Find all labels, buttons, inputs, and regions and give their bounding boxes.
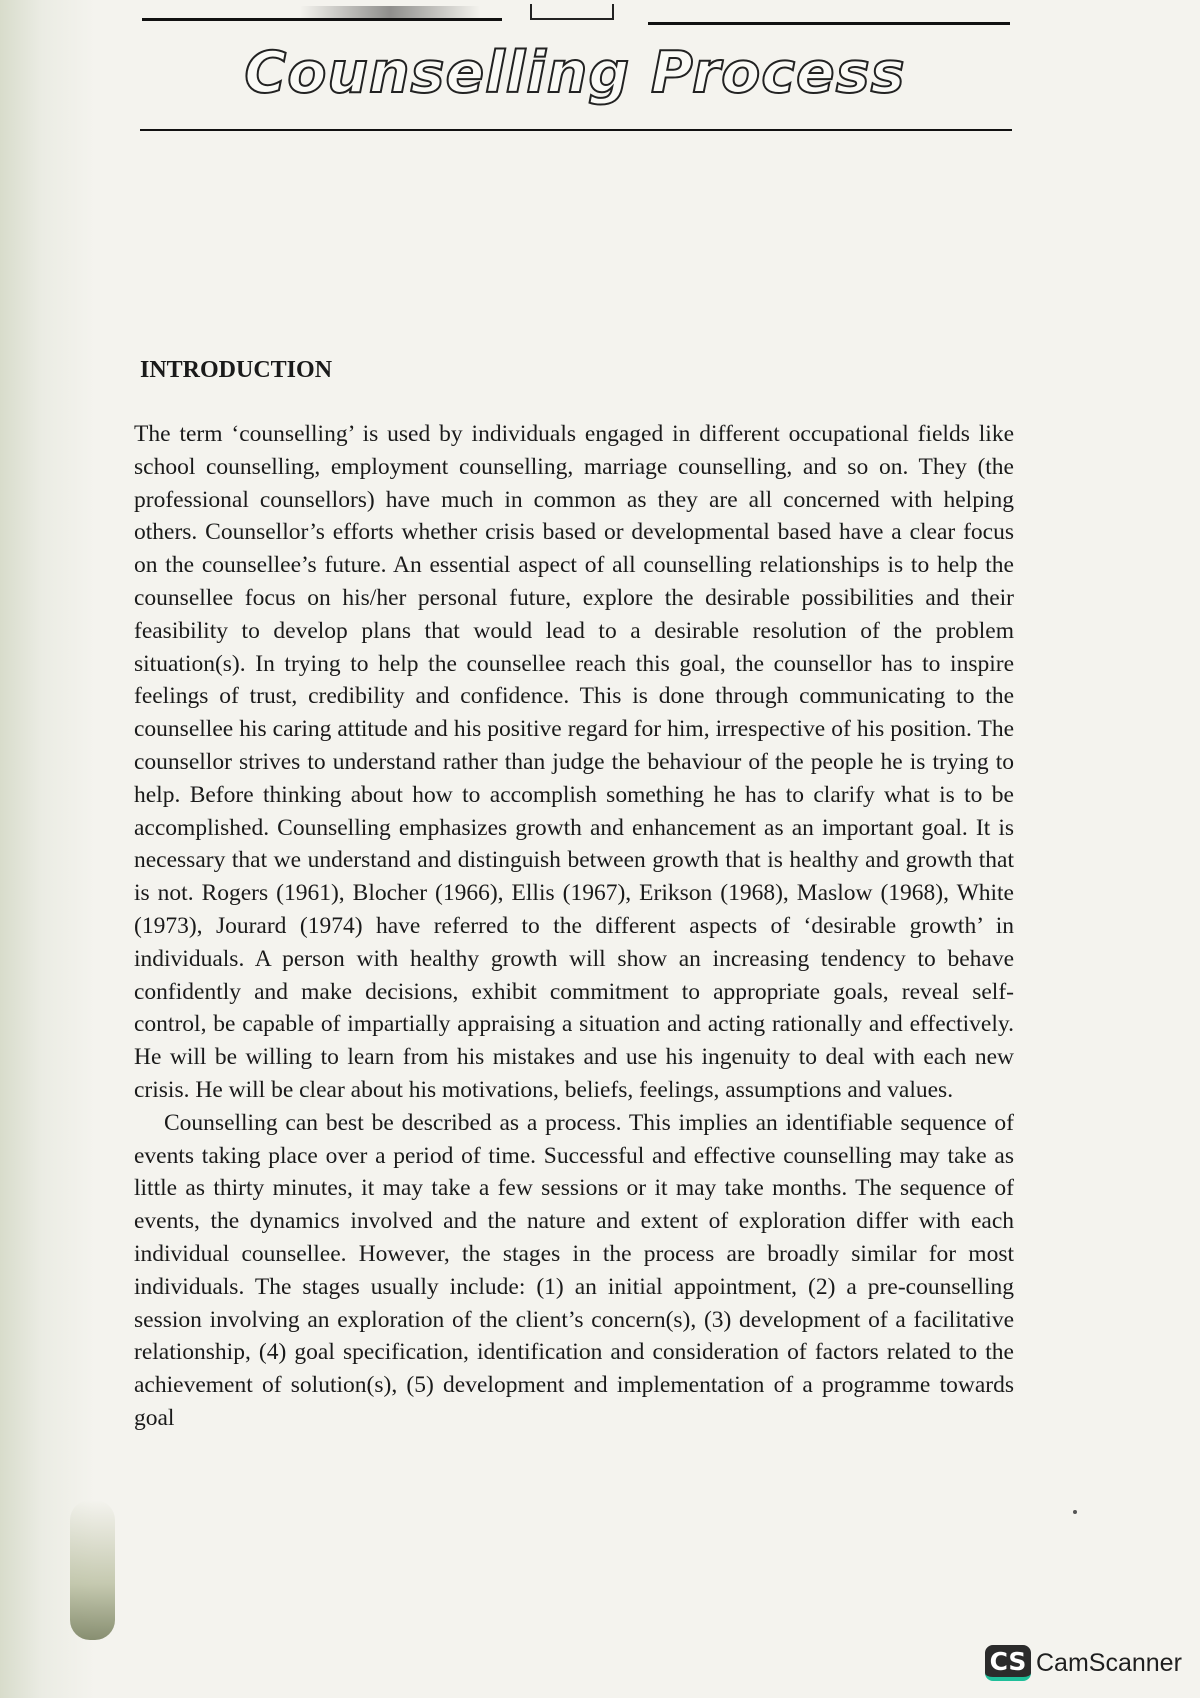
page-title: Counselling Process — [244, 40, 906, 106]
scan-speck — [1073, 1510, 1077, 1514]
body-text — [134, 418, 1014, 1435]
camscanner-logo-icon: CS — [985, 1645, 1031, 1681]
camscanner-watermark — [985, 1645, 1182, 1681]
paragraph-2: Counselling can best be described as a process. This implies an identifiable sequence of events taking place over a period of time. Successful and effective counselling may take as little as thirty minutes, it may take a few sessions or it may take months. The sequence of events, the dynamics involved and the nature and extent of exploration differ with each individual counsellee. However, the stages in the process are broadly similar for most individuals. The stages usually include: (1) an initial appointment, (2) a pre-counselling session involving an exploration of the client’s concern(s), (3) development of a facilitative relationship, (4) goal specification, identification and consideration of factors related to the achievement of solution(s), (5) development and implementation of a programme towards goal — [134, 1109, 1014, 1431]
section-heading: INTRODUCTION — [140, 357, 333, 383]
paragraph-1: The term ‘counselling’ is used by individuals engaged in different occupational fields like school counselling, employment counselling, marriage counselling, and so on. They (the professional counsellors) have much in common as they are all concerned with helping others. Counsellor’s efforts whether crisis based or developmental based have a clear focus on the counsellee’s future. An essential aspect of all counselling relationships is to help the counsellee focus on his/her personal future, explore the desirable possibilities and their feasibility to develop plans that would lead to a desirable resolution of the problem situation(s). In trying to help the counsellee reach this goal, the counsellor has to inspire feelings of trust, credibility and confidence. This is done through communicating to the counsellee his caring attitude and his positive regard for him, irrespective of his position. The counsellor strives to understand rather than judge the behaviour of the people he is trying to help. Before thinking about how to accomplish something he has to clarify what is to be accomplished. Counselling emphasizes growth and enhancement as an important goal. It is necessary that we understand and distinguish between growth that is healthy and growth that is not. Rogers (1961), Blocher (1966), Ellis (1967), Erikson (1968), Maslow (1968), White (1973), Jourard (1974) have referred to the different aspects of ‘desirable growth’ in individuals. A person with healthy growth will show an increasing tendency to behave confidently and make decisions, exhibit commitment to appropriate goals, reveal self-control, be capable of impartially appraising a situation and acting rationally and effectively. He will be willing to learn from his mistakes and use his ingenuity to deal with each new crisis. He will be clear about his motivations, beliefs, feelings, assumptions and values. — [134, 421, 1014, 1103]
title-underline-rule — [140, 129, 1012, 131]
top-rule-right — [648, 22, 1010, 25]
top-rule-left — [142, 18, 502, 21]
top-rule-bracket — [530, 4, 614, 20]
page-stain — [70, 1500, 115, 1640]
camscanner-text: CamScanner — [1036, 1648, 1182, 1677]
page-left-edge-shadow — [0, 0, 95, 1698]
